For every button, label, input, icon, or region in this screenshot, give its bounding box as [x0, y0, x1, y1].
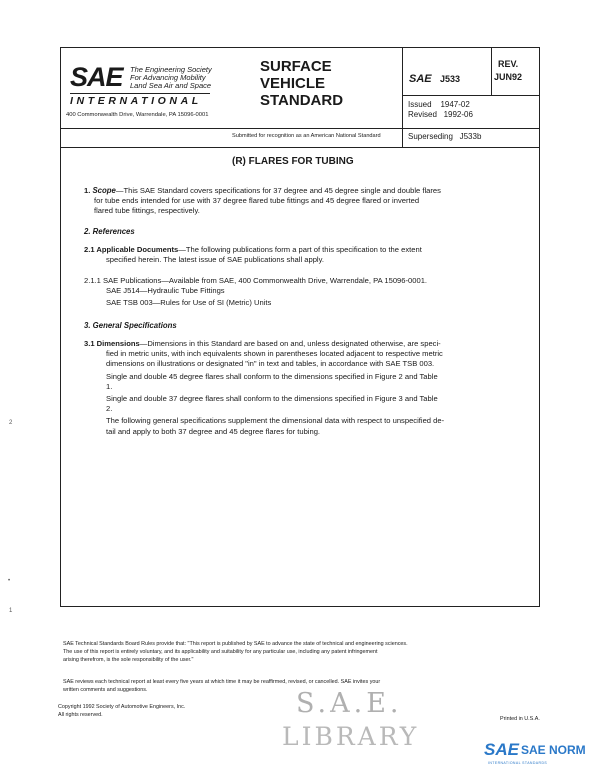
- section-2-1: 2.1 Applicable Documents—The following publications form a part of this specification to the extent specified herein. The latest issue of SAE publications shall apply.: [84, 245, 422, 265]
- section-1-scope: 1. Scope—This SAE Standard covers specifications for 37 degree and 45 degree single and double flares for tube ends intended for use with 37 degree flared tube fittings and 45 degree flared or inverted flared tube fittings, respectively.: [84, 186, 441, 216]
- review-note: SAE reviews each technical report at least every five years at which time it may be reaffirmed, revised, or cancelled. SAE invites your written comments and suggestions.: [63, 679, 381, 693]
- address: 400 Commonwealth Drive, Warrendale, PA 15096-0001: [66, 112, 209, 118]
- sae-small-logo: SAE: [409, 73, 432, 85]
- rev-column-divider: [491, 47, 492, 95]
- header-divider: [60, 147, 540, 148]
- section-2-heading: 2. References: [84, 227, 135, 236]
- rev-label: REV.: [498, 59, 519, 69]
- paragraph-general: The following general specifications supplement the dimensional data with respect to unspecified de-: [106, 416, 445, 426]
- paragraph-37-degree: Single and double 37 degree flares shall conform to the dimensions specified in Figure 3 and Table: [106, 394, 438, 404]
- paragraph-45-degree: Single and double 45 degree flares shall conform to the dimensions specified in Figure 2 and Table: [106, 371, 438, 381]
- sae-norm-logo: SAE: [484, 740, 519, 759]
- margin-mark: 1: [9, 608, 13, 614]
- board-rules-note: SAE Technical Standards Board Rules provide that: "This report is published by SAE to advance the state of technical and engineering sciences. The use of this report is entirely voluntary, and its applicability and suitability for any particular use, including any patent infringement arising therefrom, is the sole responsibility of the user.": [63, 641, 408, 663]
- sae-norm-text: SAE NORM: [521, 743, 586, 757]
- superseding: Superseding J533b: [408, 132, 482, 141]
- document-number: J533: [440, 74, 461, 84]
- international-label: INTERNATIONAL: [70, 95, 202, 107]
- library-stamp-line1: S.A.E.: [296, 688, 403, 719]
- printed-in: Printed in U.S.A.: [500, 716, 540, 722]
- submitted-divider: [60, 128, 540, 129]
- margin-mark: 2: [9, 420, 13, 426]
- sae-logo: SAE: [70, 62, 123, 92]
- copyright: Copyright 1992 Society of Automotive Engineers, Inc. All rights reserved.: [58, 704, 186, 718]
- rev-date: JUN92: [494, 72, 523, 82]
- header-column-divider: [402, 47, 403, 147]
- section-3-1: 3.1 Dimensions—Dimensions in this Standard are based on and, unless designated otherwise, are speci- fied in metric units, with inch equivalents shown in parentheses located adjacent to respective metric dimensions on illustrations or designated "in" in text and tables, in accordance with SAE TSB 003. Single and double 45 degree flares shall conform to the dimensions specified in Figure 2 and Table 1. Single and double 37 degree flares shall conform to the dimensions specified in Figure 3 and Table 2. The following general specifications supplement the dimensional data with respect to unspecified de- tail and apply to both 37 degree and 45 degree flares for tubing.: [84, 339, 524, 437]
- revised-date: Revised 1992-06: [408, 110, 473, 119]
- society-tagline: The Engineering Society For Advancing Mobility Land Sea Air and Space: [130, 65, 212, 90]
- margin-mark: •: [8, 578, 11, 584]
- library-stamp-line2: LIBRARY: [282, 722, 420, 751]
- logo-rule: [70, 93, 210, 94]
- reference-j514: SAE J514—Hydraulic Tube Fittings: [106, 286, 225, 296]
- document-type-title: SURFACE VEHICLE STANDARD: [260, 58, 344, 109]
- section-2-1-1: 2.1.1 SAE Publications—Available from SAE, 400 Commonwealth Drive, Warrendale, PA 15096-0001. SAE J514—Hydraulic Tube Fittings SAE TSB 003—Rules for Use of SI (Metric) Units: [84, 276, 524, 309]
- document-title: (R) FLARES FOR TUBING: [232, 156, 354, 167]
- reference-tsb003: SAE TSB 003—Rules for Use of SI (Metric) Units: [106, 298, 272, 308]
- issued-date: Issued 1947-02: [408, 100, 470, 109]
- docnum-divider: [402, 95, 540, 96]
- sae-norm-subtitle: INTERNATIONAL STANDARDS: [488, 761, 548, 765]
- section-3-heading: 3. General Specifications: [84, 321, 177, 330]
- submitted-note: Submitted for recognition as an American National Standard: [232, 133, 381, 139]
